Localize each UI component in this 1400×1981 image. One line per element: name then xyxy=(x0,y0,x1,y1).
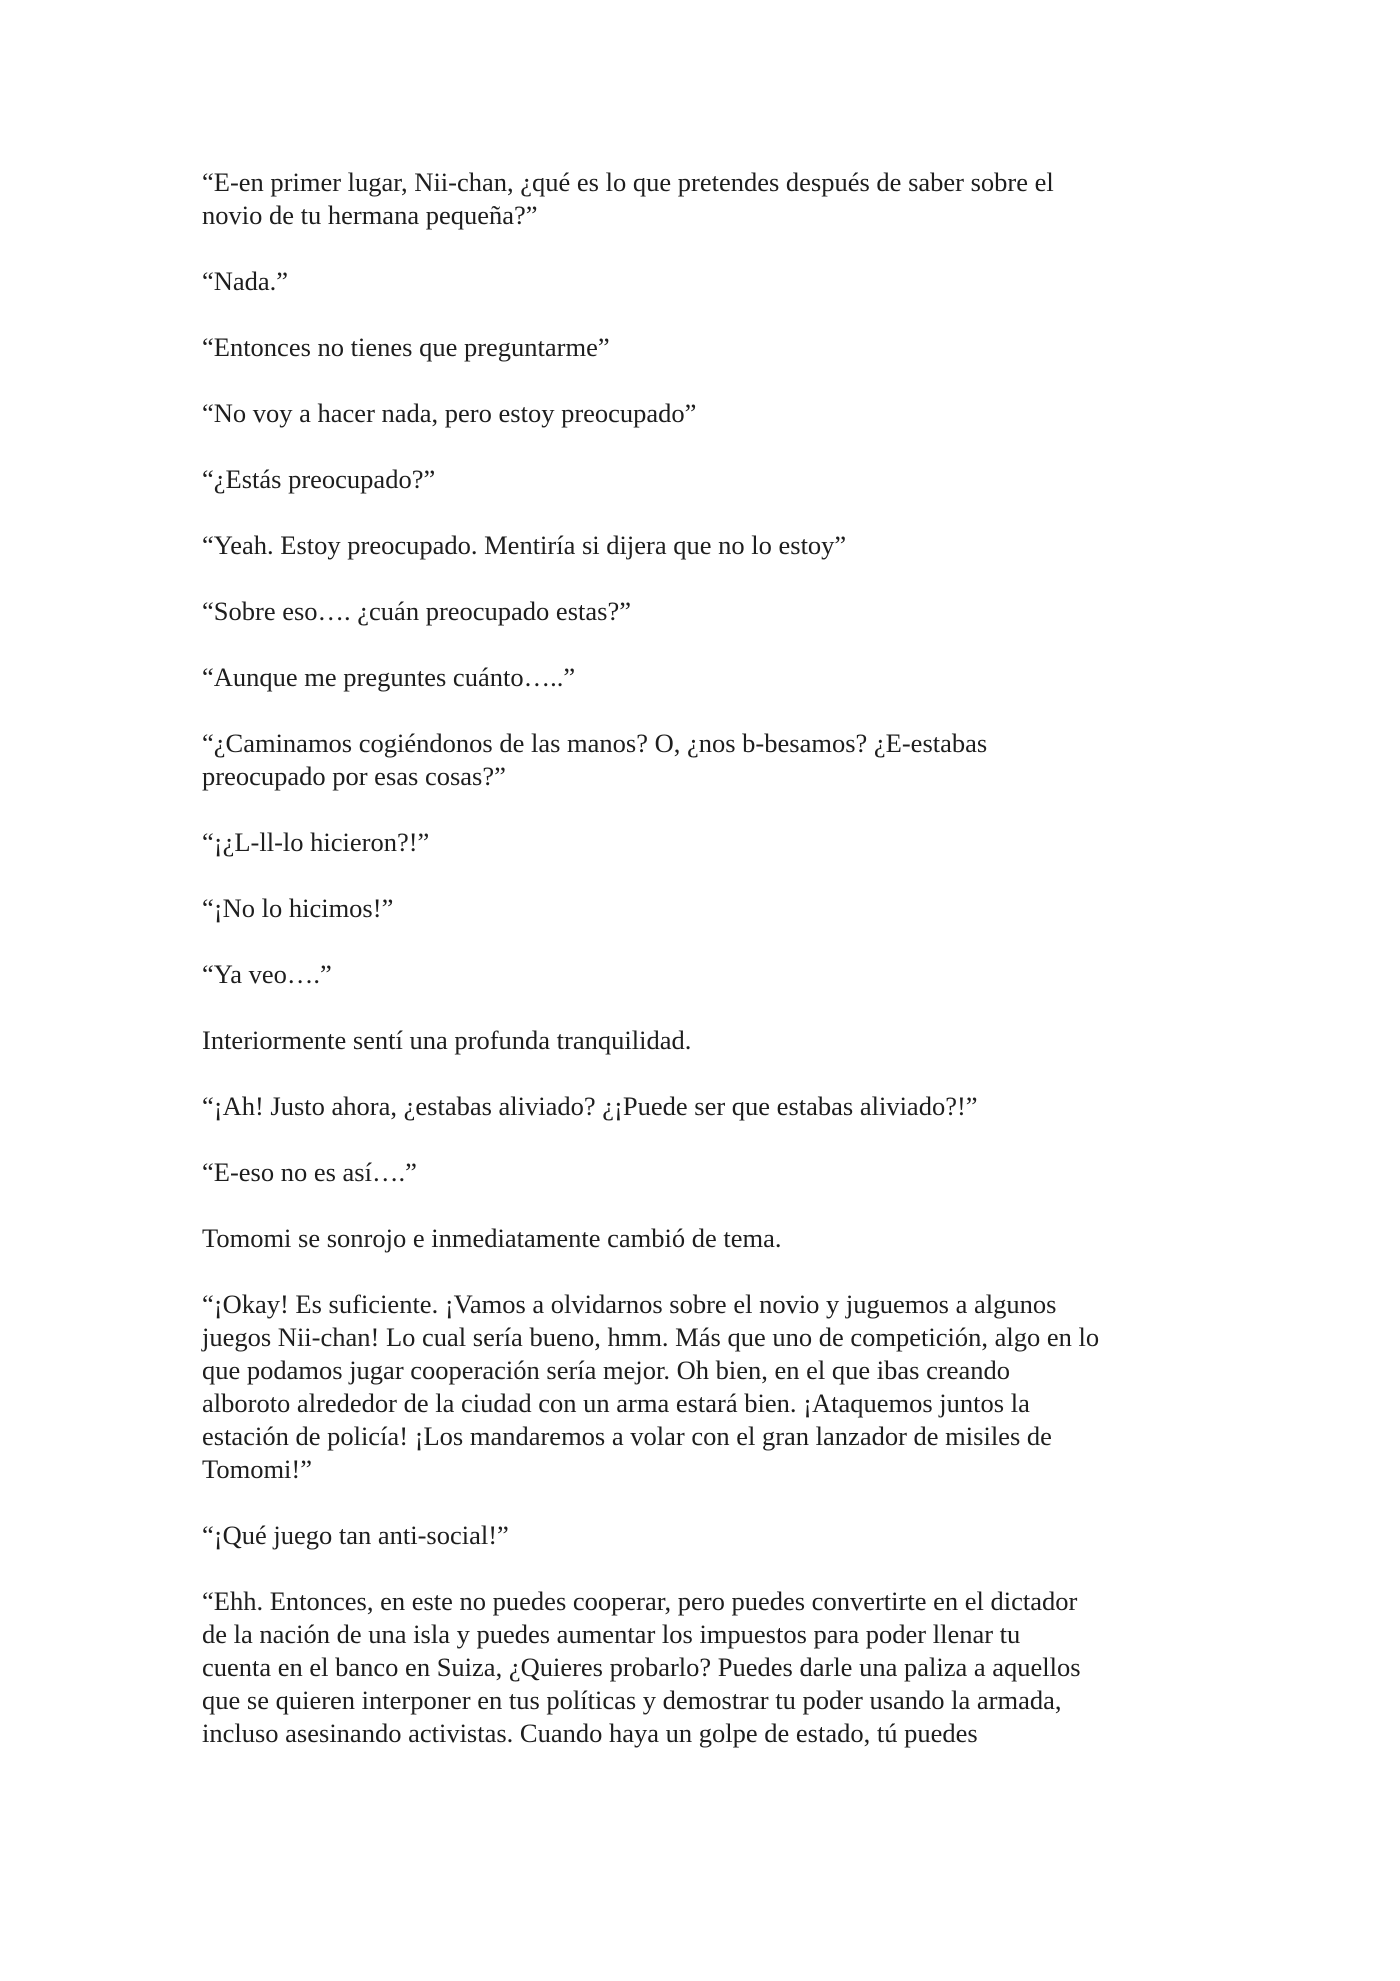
paragraph: Interiormente sentí una profunda tranquilidad. xyxy=(202,1025,692,1055)
paragraph: “Nada.” xyxy=(202,266,289,296)
paragraph: “¡Qué juego tan anti-social!” xyxy=(202,1520,509,1550)
paragraph: Tomomi se sonrojo e inmediatamente cambió de tema. xyxy=(202,1223,782,1253)
paragraph: “¡Ah! Justo ahora, ¿estabas aliviado? ¿¡Puede ser que estabas aliviado?!” xyxy=(202,1091,978,1121)
paragraph: “Entonces no tienes que preguntarme” xyxy=(202,332,610,362)
paragraph: “¡¿L-ll-lo hicieron?!” xyxy=(202,827,430,857)
paragraph: “E-en primer lugar, Nii-chan, ¿qué es lo que pretendes después de saber sobre el novio de tu hermana pequeña?” xyxy=(202,167,1054,230)
document-page xyxy=(202,166,1212,1783)
paragraph: “Sobre eso…. ¿cuán preocupado estas?” xyxy=(202,596,631,626)
paragraph: “E-eso no es así….” xyxy=(202,1157,417,1187)
paragraph: “No voy a hacer nada, pero estoy preocupado” xyxy=(202,398,697,428)
paragraph: “Yeah. Estoy preocupado. Mentiría si dijera que no lo estoy” xyxy=(202,530,847,560)
paragraph: “¡Okay! Es suficiente. ¡Vamos a olvidarnos sobre el novio y juguemos a algunos juegos Nii-chan! Lo cual sería bueno, hmm. Más que uno de competición, algo en lo que podamos jugar cooperación sería mejor. Oh bien, en el que ibas creando alboroto alrededor de la ciudad con un arma estará bien. ¡Ataquemos juntos la estación de policía! ¡Los mandaremos a volar con el gran lanzador de misiles de Tomomi!” xyxy=(202,1289,1100,1484)
paragraph: “Ya veo….” xyxy=(202,959,332,989)
paragraph: “Aunque me preguntes cuánto…..” xyxy=(202,662,576,692)
paragraph: “¡No lo hicimos!” xyxy=(202,893,394,923)
paragraph: “¿Estás preocupado?” xyxy=(202,464,436,494)
paragraph: “Ehh. Entonces, en este no puedes cooperar, pero puedes convertirte en el dictador de la nación de una isla y puedes aumentar los impuestos para poder llenar tu cuenta en el banco en Suiza, ¿Quieres probarlo? Puedes darle una paliza a aquellos que se quieren interponer en tus políticas y demostrar tu poder usando la armada, incluso asesinando activistas. Cuando haya un golpe de estado, tú puedes xyxy=(202,1586,1081,1748)
paragraph: “¿Caminamos cogiéndonos de las manos? O, ¿nos b-besamos? ¿E-estabas preocupado por esas cosas?” xyxy=(202,728,988,791)
